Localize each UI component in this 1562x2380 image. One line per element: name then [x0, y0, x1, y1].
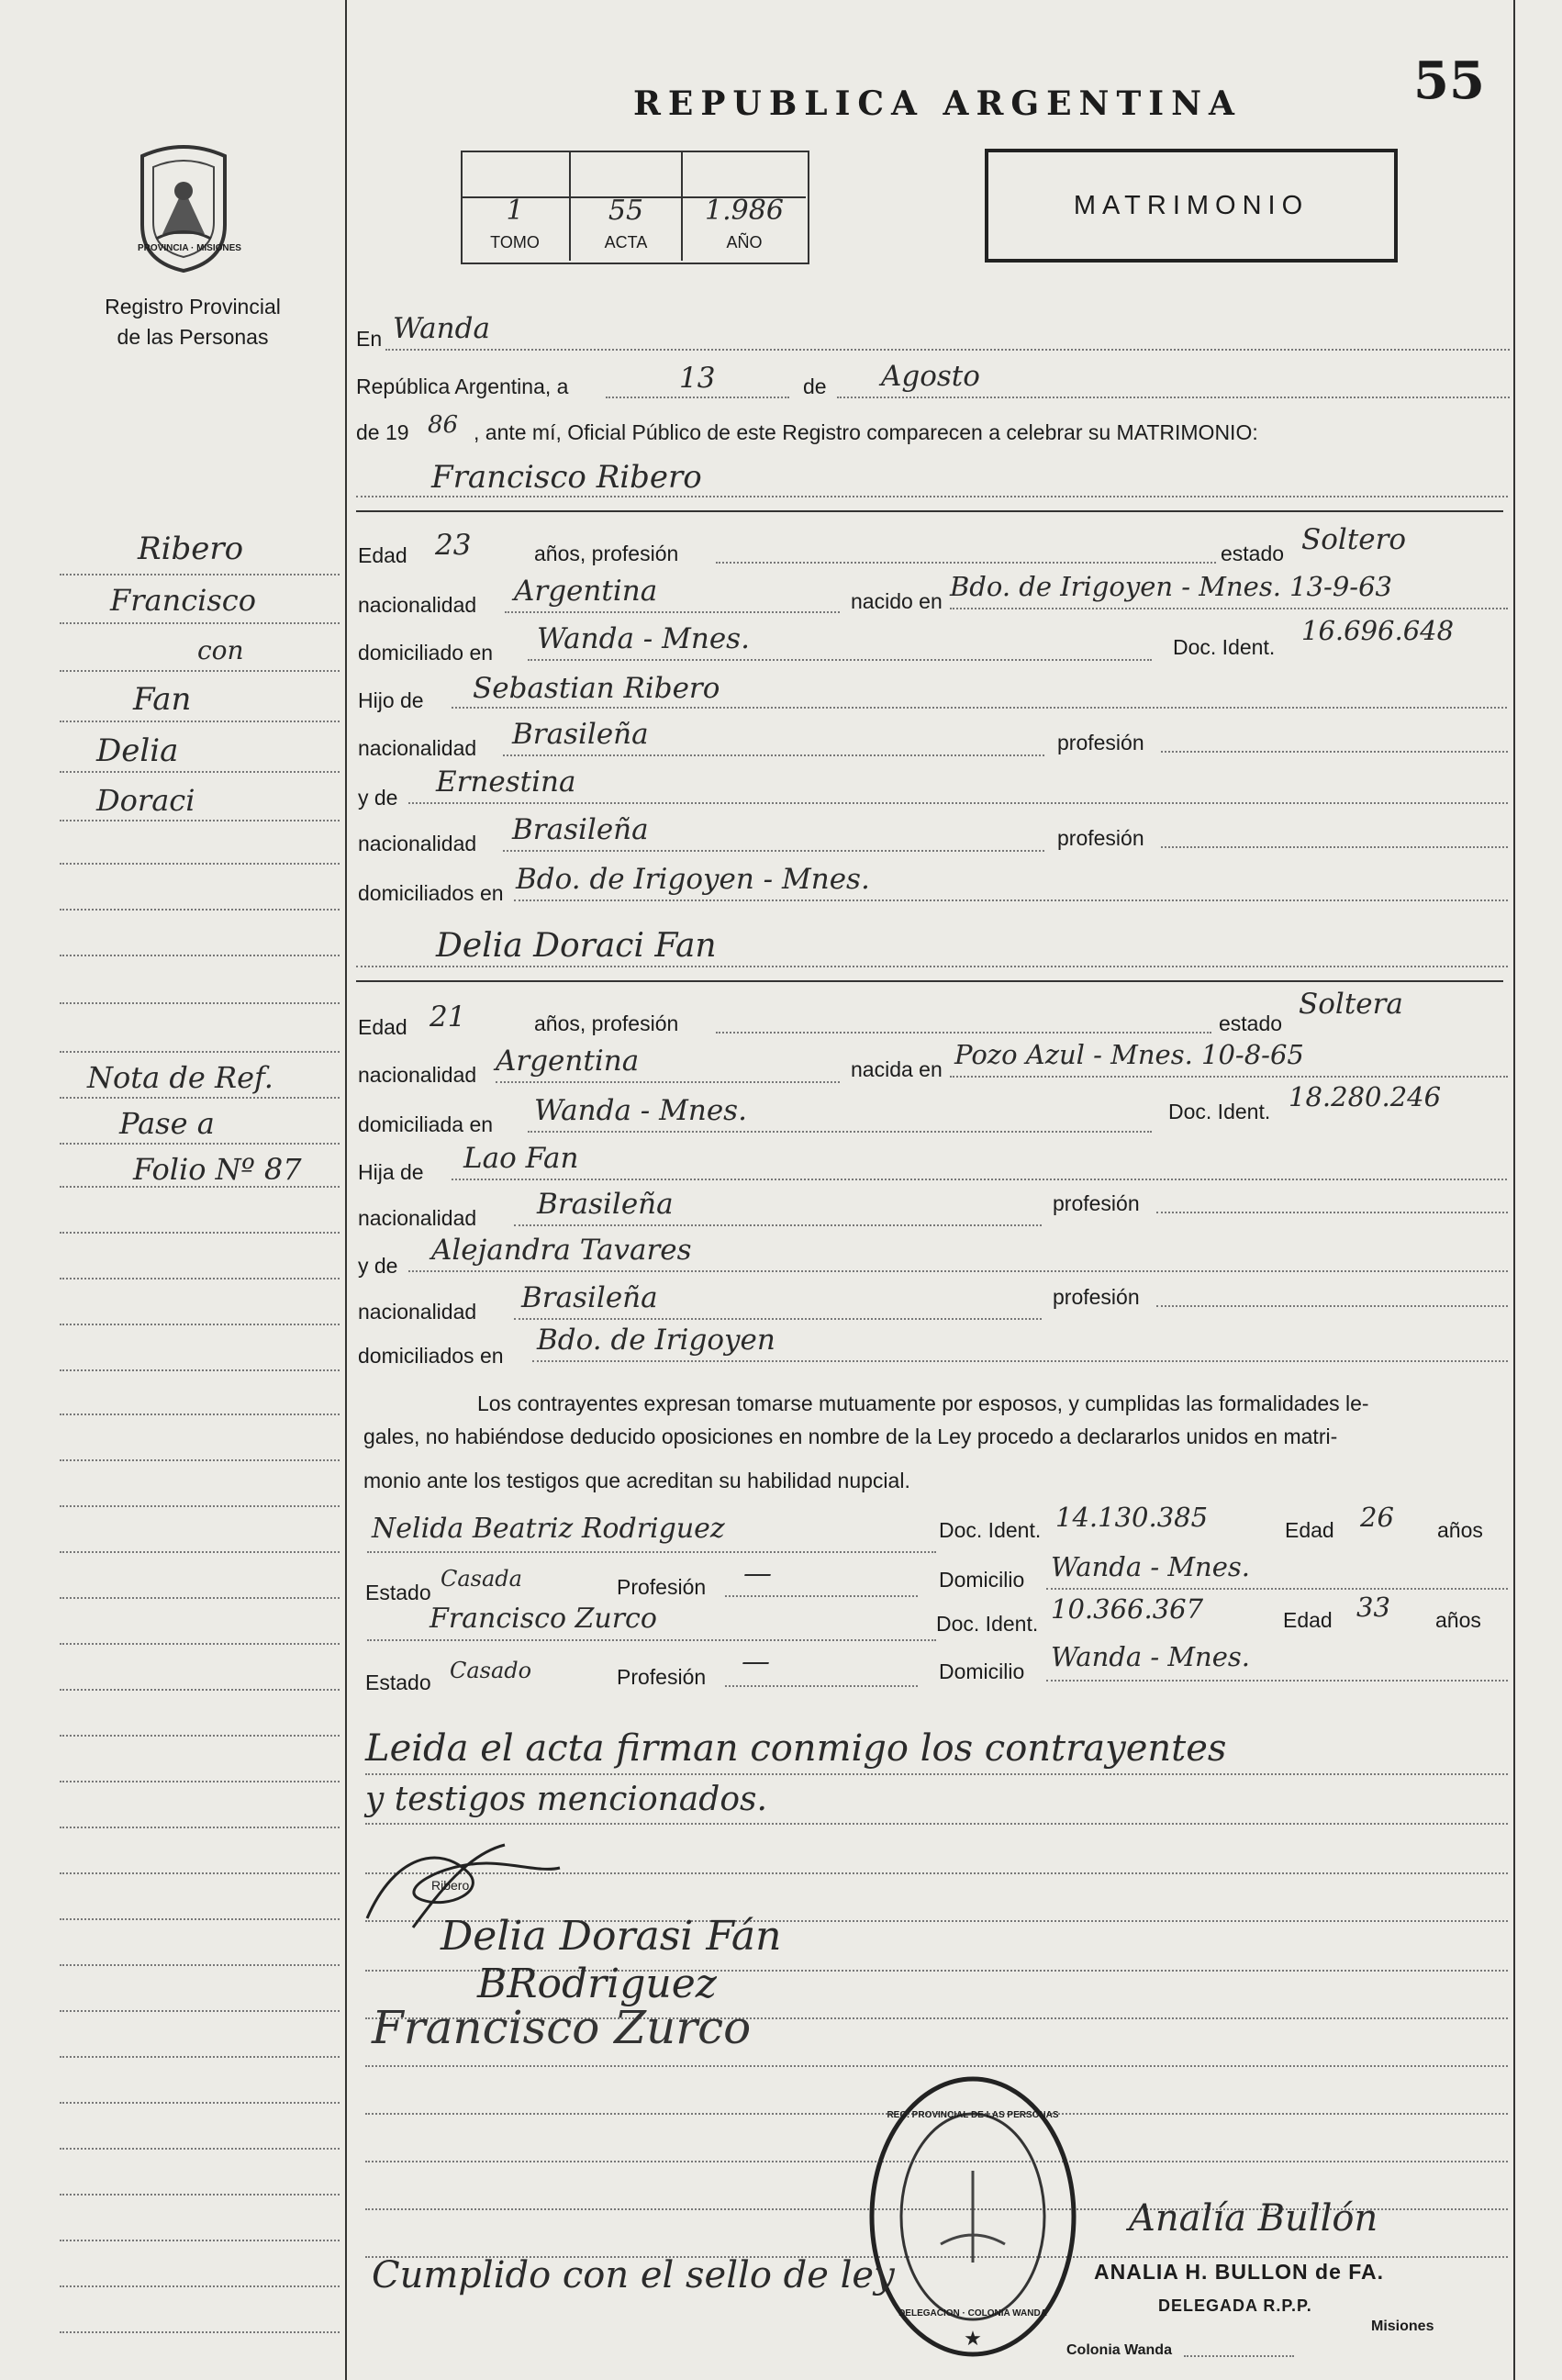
margin-rule — [60, 2194, 340, 2196]
seal-label: PROVINCIA · MISIONES — [138, 243, 241, 253]
groom-father-nac: Brasileña — [512, 718, 649, 751]
bride-full-name: Delia Doraci Fan — [436, 927, 717, 965]
witness-1-doc: 14.130.385 — [1055, 1502, 1209, 1533]
margin-rule — [60, 2102, 340, 2104]
bride-nacida-line — [950, 1076, 1508, 1078]
groom-profesion-label: años, profesión — [534, 542, 679, 565]
margin-rule — [60, 1735, 340, 1737]
witness-1-estado: Casada — [441, 1566, 522, 1592]
provincial-seal — [124, 138, 243, 275]
witness-2-domicilio: Wanda - Mnes. — [1051, 1641, 1250, 1672]
groom-father: Sebastian Ribero — [473, 672, 720, 705]
groom-estado: Soltero — [1301, 523, 1407, 556]
bride-mother-prof-label: profesión — [1053, 1285, 1140, 1309]
margin-rule — [60, 2240, 340, 2241]
acta-value: 55 — [608, 195, 644, 227]
groom-mother: Ernestina — [436, 765, 576, 799]
margin-rule — [60, 2148, 340, 2150]
act-type-box — [985, 149, 1398, 263]
bride-mother: Alejandra Tavares — [431, 1234, 692, 1267]
margin-rule — [60, 1369, 340, 1371]
margin-rule — [60, 1505, 340, 1507]
groom-section-divider — [356, 510, 1503, 512]
margin-rule — [60, 1597, 340, 1599]
margin-note-doraci: Doraci — [96, 783, 195, 818]
month-value: Agosto — [881, 360, 980, 393]
en-line — [385, 349, 1510, 351]
margin-rule — [60, 1002, 340, 1004]
bride-doc: 18.280.246 — [1289, 1081, 1442, 1112]
margin-rule — [60, 1232, 340, 1234]
bride-nacionalidad: Argentina — [496, 1045, 640, 1078]
groom-doc: 16.696.648 — [1301, 615, 1455, 646]
groom-mother-nac-line — [503, 850, 1044, 852]
bride-age: 21 — [430, 1000, 466, 1034]
declaration-line-2: gales, no habiéndose deducido oposiciones en nombre de la Ley procedo a declararlos unidos en matri- — [363, 1425, 1338, 1448]
witness-2-edad-label: Edad — [1283, 1608, 1333, 1632]
bride-father: Lao Fan — [463, 1142, 579, 1175]
bride-section-divider — [356, 980, 1503, 982]
margin-rule — [60, 670, 340, 672]
groom-nac-label: nacionalidad — [358, 593, 477, 617]
witness-1-domicilio: Wanda - Mnes. — [1051, 1551, 1250, 1582]
svg-text:★: ★ — [964, 2327, 982, 2350]
margin-rule — [60, 771, 340, 773]
bride-parents-dom: Bdo. de Irigoyen — [537, 1324, 775, 1357]
groom-mother-prof-line — [1161, 846, 1508, 848]
witness-1-signature: BRodriguez — [477, 1961, 717, 2007]
witness-1-anos-label: años — [1437, 1518, 1483, 1542]
bride-estado-label: estado — [1219, 1011, 1283, 1035]
day-value: 13 — [679, 362, 716, 395]
bride-mother-nac: Brasileña — [521, 1281, 658, 1314]
margin-rule — [60, 820, 340, 821]
witness-2-signature: Francisco Zurco — [372, 2001, 752, 2054]
witness-1-age: 26 — [1360, 1502, 1394, 1533]
bride-father-nac: Brasileña — [537, 1188, 674, 1221]
ano-label: AÑO — [726, 233, 763, 251]
stamp-top-text: REG. PROVINCIAL DE LAS PERSONAS — [887, 2110, 1059, 2120]
margin-ref-folio: Folio Nº 87 — [133, 1152, 302, 1187]
groom-nac-line — [505, 611, 840, 613]
margin-rule — [60, 721, 340, 722]
margin-rule — [60, 1051, 340, 1053]
officer-name: ANALIA H. BULLON de FA. — [1094, 2260, 1385, 2284]
country-title: REPUBLICA ARGENTINA — [633, 84, 1242, 123]
witness-1-prof-label: Profesión — [617, 1575, 707, 1599]
ano-value: 1.986 — [705, 195, 784, 227]
groom-profesion-line — [716, 562, 1216, 564]
declaration-line-3: monio ante los testigos que acreditan su habilidad nupcial. — [363, 1469, 910, 1492]
closing-line-2-rule — [365, 1823, 1508, 1825]
groom-dom-line — [528, 659, 1152, 661]
officer-title: DELEGADA R.P.P. — [1158, 2296, 1312, 2315]
bride-name-line — [356, 966, 1508, 967]
margin-rule — [60, 2056, 340, 2058]
witness-2-name-line — [367, 1639, 936, 1641]
left-column-border — [345, 0, 347, 2380]
groom-y-de-label: y de — [358, 786, 398, 810]
closing-line-2: y testigos mencionados. — [365, 1781, 767, 1818]
tomo-value: 1 — [506, 195, 524, 227]
margin-rule — [60, 909, 340, 911]
witness-2-name: Francisco Zurco — [430, 1603, 657, 1635]
groom-nacido-line — [950, 608, 1508, 609]
bride-y-de-label: y de — [358, 1254, 398, 1278]
bride-dom-label: domiciliada en — [358, 1112, 494, 1136]
groom-father-nac-line — [503, 754, 1044, 756]
groom-nacido: Bdo. de Irigoyen - Mnes. 13-9-63 — [950, 571, 1392, 602]
acta-label: ACTA — [604, 233, 648, 251]
bride-nacida: Pozo Azul - Mnes. 10-8-65 — [954, 1039, 1304, 1070]
witness-2-age: 33 — [1356, 1592, 1390, 1623]
bride-nac-label: nacionalidad — [358, 1063, 477, 1087]
groom-age: 23 — [435, 529, 472, 562]
margin-rule — [60, 1278, 340, 1279]
margin-note-fan: Fan — [133, 681, 192, 718]
footer-place: Colonia Wanda — [1066, 2342, 1172, 2358]
groom-father-prof-line — [1161, 751, 1508, 753]
bride-domicilio: Wanda - Mnes. — [534, 1094, 747, 1127]
groom-parents-dom-label: domiciliados en — [358, 881, 504, 905]
de-label: de — [803, 374, 827, 398]
witness-2-doc-label: Doc. Ident. — [936, 1612, 1039, 1636]
bride-mother-nac-line — [514, 1318, 1042, 1320]
margin-ref-note: Nota de Ref. — [87, 1060, 273, 1095]
bride-profesion-label: años, profesión — [534, 1011, 679, 1035]
witness-2-dom-label: Domicilio — [939, 1659, 1025, 1683]
witness-1-dom-label: Domicilio — [939, 1568, 1025, 1592]
en-label: En — [356, 327, 383, 351]
margin-rule — [60, 1689, 340, 1691]
witness-2-dom-line — [1046, 1680, 1508, 1682]
margin-rule — [60, 1964, 340, 1966]
en-place: Wanda — [393, 312, 490, 345]
registry-name — [55, 292, 330, 352]
margin-rule — [60, 574, 340, 575]
bride-mother-nac-label: nacionalidad — [358, 1300, 477, 1324]
margin-rule — [60, 1143, 340, 1145]
margin-rule — [60, 2010, 340, 2012]
hija-label: Hija de — [358, 1160, 424, 1184]
bride-mother-prof-line — [1156, 1305, 1508, 1307]
witness-2-estado-label: Estado — [365, 1670, 431, 1694]
stamp-bottom-text: DELEGACION · COLONIA WANDA — [898, 2308, 1047, 2319]
witness-1-dom-line — [1046, 1588, 1508, 1590]
groom-dom-label: domiciliado en — [358, 641, 494, 665]
witness-2-doc: 10.366.367 — [1051, 1593, 1204, 1625]
bride-parents-dom-label: domiciliados en — [358, 1344, 504, 1368]
groom-father-nac-label: nacionalidad — [358, 736, 477, 760]
year-suffix: 86 — [428, 411, 459, 439]
bride-doc-label: Doc. Ident. — [1168, 1100, 1271, 1123]
margin-note-delia: Delia — [96, 732, 179, 769]
groom-estado-label: estado — [1221, 542, 1285, 565]
groom-mother-line — [408, 802, 1508, 804]
margin-rule — [60, 1918, 340, 1920]
witness-1-edad-label: Edad — [1285, 1518, 1334, 1542]
margin-rule — [60, 955, 340, 956]
witness-1-name-line — [367, 1551, 936, 1553]
bride-father-nac-label: nacionalidad — [358, 1206, 477, 1230]
groom-mother-prof-label: profesión — [1057, 826, 1144, 850]
bride-nac-line — [496, 1081, 840, 1083]
official-stamp — [863, 2070, 1083, 2363]
officer-signature: Analía Bullón — [1129, 2197, 1378, 2240]
groom-doc-label: Doc. Ident. — [1173, 635, 1276, 659]
hijo-label: Hijo de — [358, 688, 424, 712]
witness-2-prof-line — [725, 1685, 918, 1687]
witness-2-prof-label: Profesión — [617, 1665, 707, 1689]
groom-father-prof-label: profesión — [1057, 731, 1144, 754]
groom-father-line — [452, 707, 1507, 709]
groom-mother-nac-label: nacionalidad — [358, 832, 477, 855]
registry-line-2: de las Personas — [117, 325, 269, 349]
witness-1-doc-label: Doc. Ident. — [939, 1518, 1042, 1542]
day-line — [606, 397, 789, 398]
margin-rule — [60, 863, 340, 865]
witness-1-name: Nelida Beatriz Rodriguez — [372, 1513, 725, 1545]
groom-full-name: Francisco Ribero — [431, 459, 702, 496]
bride-nacida-label: nacida en — [851, 1057, 943, 1081]
witness-1-prof: — — [743, 1557, 772, 1590]
groom-name-line — [356, 496, 1508, 497]
bride-estado: Soltera — [1299, 988, 1403, 1021]
bride-signature: Delia Dorasi Fán — [441, 1913, 782, 1960]
bride-father-prof-line — [1156, 1212, 1508, 1213]
margin-rule — [60, 1459, 340, 1461]
closing-line-1-rule — [365, 1773, 1508, 1775]
footer-place-line — [1184, 2355, 1294, 2357]
groom-signature-text: Ribero — [431, 1878, 470, 1893]
margin-rule — [60, 1872, 340, 1874]
act-type-label: MATRIMONIO — [1073, 190, 1310, 220]
bride-father-prof-label: profesión — [1053, 1191, 1140, 1215]
margin-rule — [60, 1413, 340, 1415]
bride-father-nac-line — [514, 1224, 1042, 1226]
bride-father-line — [452, 1179, 1507, 1180]
bride-profesion-line — [716, 1032, 1211, 1034]
margin-rule — [60, 2331, 340, 2333]
cumplido-text: Cumplido con el sello de ley — [372, 2254, 895, 2296]
witness-2-estado: Casado — [450, 1658, 532, 1683]
intro-text: , ante mí, Oficial Público de este Registro comparecen a celebrar su MATRIMONIO: — [474, 420, 1258, 444]
groom-mother-nac: Brasileña — [512, 813, 649, 846]
year-prefix: de 19 — [356, 420, 409, 444]
margin-ref-pase: Pase a — [119, 1106, 215, 1141]
page-number: 55 — [1413, 50, 1485, 111]
bride-edad-label: Edad — [358, 1015, 407, 1039]
margin-note-firstname: Francisco — [110, 583, 256, 618]
bride-dom-line — [528, 1131, 1152, 1133]
witness-1-prof-line — [725, 1595, 918, 1597]
month-line — [837, 397, 1510, 398]
sig-rule — [365, 2065, 1508, 2067]
registry-line-1: Registro Provincial — [105, 295, 281, 318]
margin-note-con: con — [197, 635, 244, 665]
witness-1-estado-label: Estado — [365, 1581, 431, 1604]
margin-rule — [60, 1324, 340, 1325]
margin-rule — [60, 2285, 340, 2287]
margin-rule — [60, 1643, 340, 1645]
right-page-border — [1513, 0, 1515, 2380]
groom-nacido-label: nacido en — [851, 589, 943, 613]
margin-rule — [60, 1827, 340, 1828]
margin-rule — [60, 1781, 340, 1782]
republica-label: República Argentina, a — [356, 374, 569, 398]
margin-rule — [60, 622, 340, 624]
footer-province: Misiones — [1371, 2319, 1434, 2334]
groom-parents-dom: Bdo. de Irigoyen - Mnes. — [516, 863, 870, 896]
groom-nacionalidad: Argentina — [514, 575, 658, 608]
witness-2-prof: — — [742, 1645, 770, 1678]
witness-2-anos-label: años — [1435, 1608, 1481, 1632]
margin-rule — [60, 1097, 340, 1099]
closing-line-1: Leida el acta firman conmigo los contrayentes — [365, 1727, 1227, 1770]
tomo-label: TOMO — [490, 233, 540, 251]
seal-emblem-icon — [124, 138, 243, 275]
groom-domicilio: Wanda - Mnes. — [537, 622, 750, 655]
bride-mother-line — [408, 1270, 1508, 1272]
groom-edad-label: Edad — [358, 543, 407, 567]
bride-parents-dom-line — [532, 1360, 1508, 1362]
declaration-line-1: Los contrayentes expresan tomarse mutuamente por esposos, y cumplidas las formalidades le- — [477, 1391, 1369, 1415]
margin-rule — [60, 1551, 340, 1553]
groom-parents-dom-line — [514, 899, 1508, 901]
margin-note-surname: Ribero — [138, 531, 244, 567]
